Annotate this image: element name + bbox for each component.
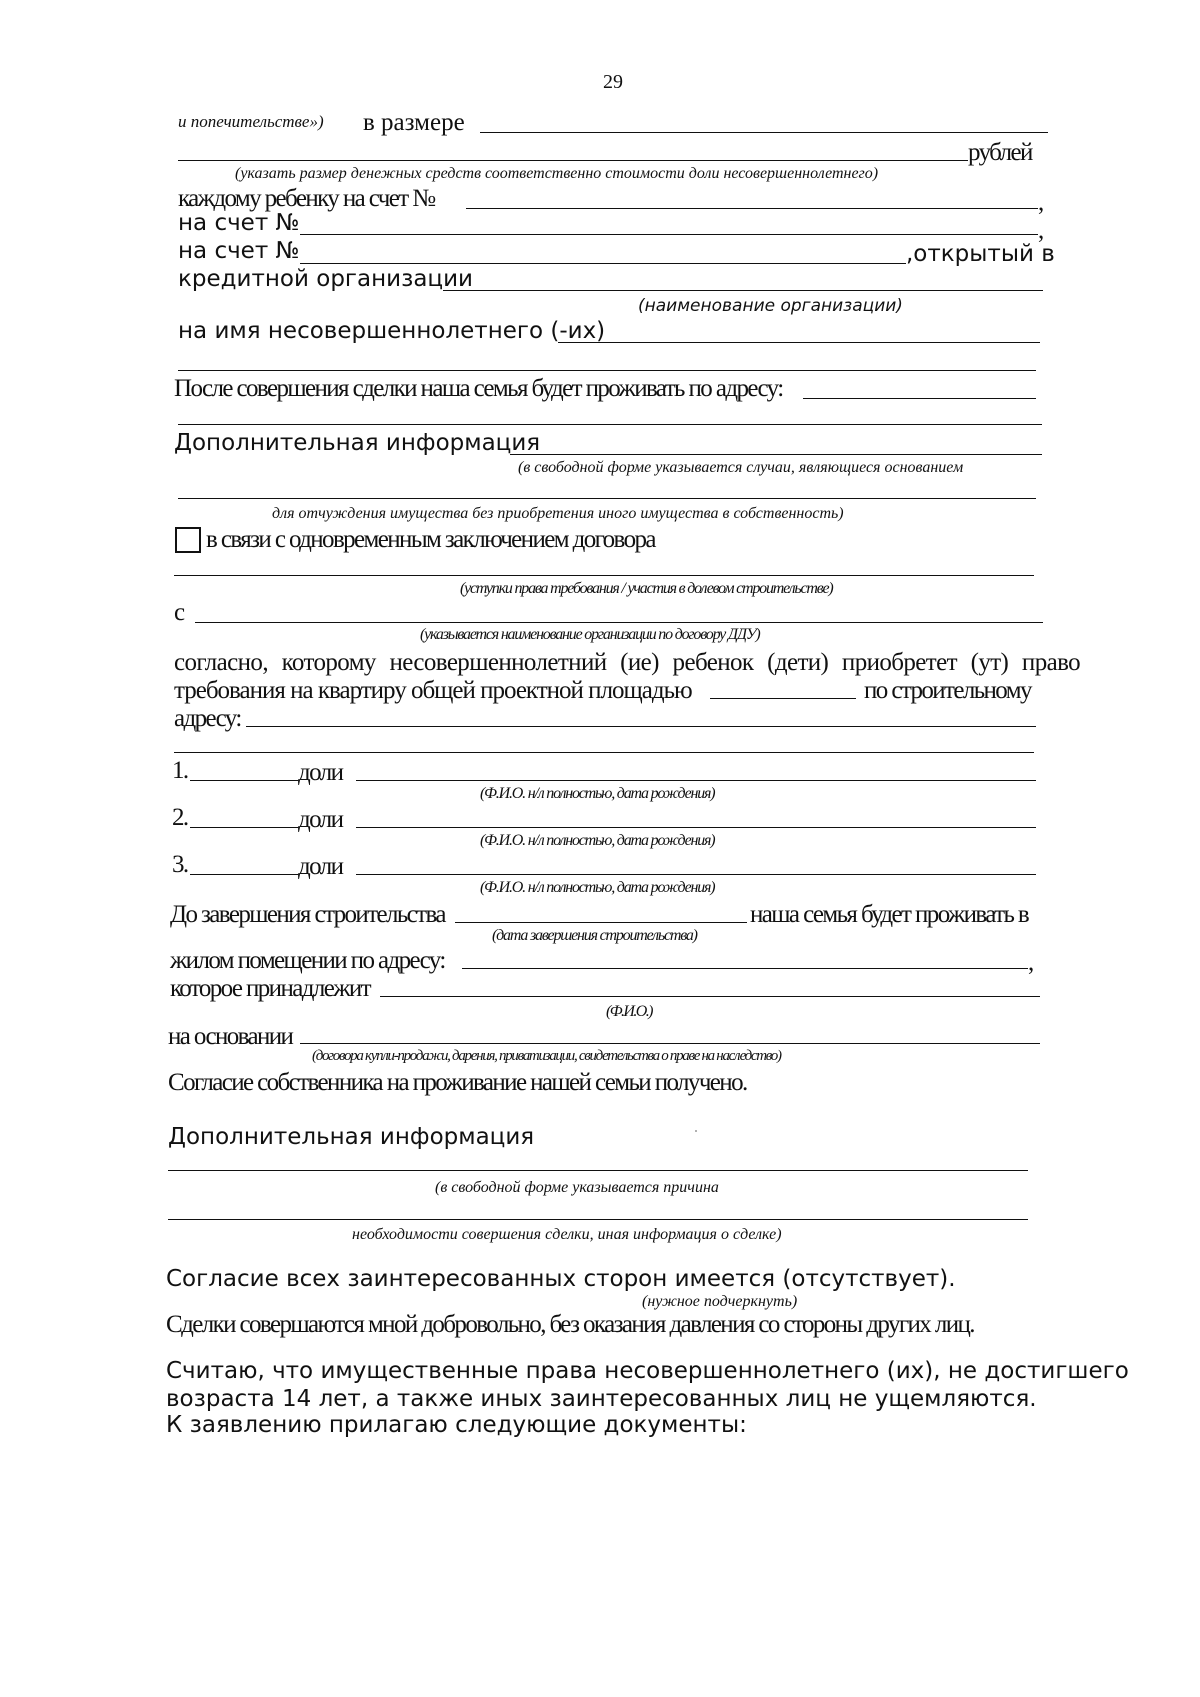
owner-field[interactable] <box>380 996 1040 997</box>
construction-address-field[interactable] <box>246 726 1036 727</box>
share-2-size-field[interactable] <box>190 827 298 828</box>
text-claim-apartment: требования на квартиру общей проектной площадью <box>174 677 692 704</box>
text-all-parties-consent: Согласие всех заинтересованных сторон имеется (отсутствует). <box>166 1266 956 1292</box>
text-family-will-live: наша семья будет проживать в <box>750 901 1029 928</box>
text-simultaneous-contract: в связи с одновременным заключением договора <box>206 526 655 553</box>
hint-additional-1: (в свободной форме указывается случаи, являющиеся основанием <box>518 459 964 476</box>
amount-field-line-2[interactable] <box>178 160 968 161</box>
comma-2: , <box>1038 217 1045 244</box>
text-rights-not-infringed-1: Считаю, что имущественные права несовершеннолетнего (их), не достигшего <box>166 1358 1129 1384</box>
simultaneous-contract-checkbox[interactable] <box>175 527 201 553</box>
text-on-basis: на основании <box>168 1023 293 1050</box>
share-3-hint: (Ф.И.О. н/л полностью, дата рождения) <box>480 879 715 896</box>
additional-info-field-3[interactable] <box>168 1170 1028 1171</box>
text-in-name-of-minor: на имя несовершеннолетнего (-их) <box>178 318 606 344</box>
share-3-name-field[interactable] <box>356 874 1036 875</box>
text-account-2: на счет № <box>178 210 300 236</box>
additional-info-field-2[interactable] <box>178 498 1036 499</box>
hint-organization: (указывается наименование организации по договору ДДУ) <box>420 626 760 643</box>
completion-date-field[interactable] <box>455 922 747 923</box>
address-field-2[interactable] <box>178 424 1042 425</box>
organization-field[interactable] <box>195 622 1043 623</box>
scan-speck <box>695 1130 697 1132</box>
text-additional-info-1: Дополнительная информация <box>174 430 541 456</box>
text-rights-not-infringed-2: возраста 14 лет, а также иных заинтересованных лиц не ущемляются. <box>166 1386 1037 1412</box>
share-2-name-field[interactable] <box>356 827 1036 828</box>
additional-info-field-4[interactable] <box>168 1219 1028 1220</box>
share-2-hint: (Ф.И.О. н/л полностью, дата рождения) <box>480 832 715 849</box>
construction-address-field-2[interactable] <box>174 752 1034 753</box>
text-account-3: на счет № <box>178 238 300 264</box>
contract-field[interactable] <box>174 575 1034 576</box>
share-1-word: доли <box>298 759 343 786</box>
text-according: согласно, которому несовершеннолетний (ие) ребенок (дети) приобретет (ут) право <box>174 649 1081 676</box>
account-field-3[interactable] <box>300 263 906 264</box>
share-1-size-field[interactable] <box>190 780 298 781</box>
page-number: 29 <box>603 71 623 93</box>
hint-basis: (договора купли-продажи, дарения, приватизации, свидетельства о праве на наследство) <box>312 1048 781 1064</box>
text-residence-address: жилом помещении по адресу: <box>170 947 445 974</box>
hint-additional-3: (в свободной форме указывается причина <box>435 1179 719 1196</box>
share-3-size-field[interactable] <box>190 874 298 875</box>
text-account-each-child: каждому ребенку на счет № <box>178 185 435 212</box>
credit-org-field[interactable] <box>443 290 1043 291</box>
text-before-completion: До завершения строительства <box>170 901 445 928</box>
text-with: с <box>174 599 186 626</box>
text-address: адресу: <box>174 705 241 732</box>
hint-owner: (Ф.И.О.) <box>606 1003 652 1020</box>
text-owner-consent: Согласие собственника на проживание нашей семьи получено. <box>168 1069 747 1096</box>
share-1-name-field[interactable] <box>356 780 1036 781</box>
hint-contract-type: (уступки права требования / участия в долевом строительстве) <box>460 580 833 597</box>
address-field[interactable] <box>803 398 1036 399</box>
comma-3: , <box>1028 949 1035 976</box>
area-field[interactable] <box>710 698 856 699</box>
minor-name-field-2[interactable] <box>178 370 1036 371</box>
text-by-construction: по строительному <box>864 677 1031 704</box>
text-guardianship: и попечительстве») <box>178 112 324 131</box>
basis-field[interactable] <box>300 1043 1040 1044</box>
additional-info-field-1[interactable] <box>510 454 1042 455</box>
hint-org-name: (наименование организации) <box>638 296 903 316</box>
amount-field-line[interactable] <box>480 132 1048 133</box>
share-1-hint: (Ф.И.О. н/л полностью, дата рождения) <box>480 785 715 802</box>
text-in-amount: в размере <box>363 109 465 136</box>
hint-amount: (указать размер денежных средств соответственно стоимости доли несовершеннолетнего) <box>235 165 879 182</box>
comma-1: , <box>1038 189 1045 216</box>
account-field-2[interactable] <box>300 234 1038 235</box>
text-owned-by: которое принадлежит <box>170 975 370 1002</box>
text-additional-info-2: Дополнительная информация <box>168 1124 535 1150</box>
hint-completion-date: (дата завершения строительства) <box>492 927 697 944</box>
share-1-number: 1. <box>172 757 188 784</box>
text-after-deal: После совершения сделки наша семья будет проживать по адресу: <box>174 375 783 402</box>
text-attached-documents: К заявлению прилагаю следующие документы: <box>166 1412 747 1438</box>
residence-address-field[interactable] <box>462 968 1028 969</box>
text-rubles: рублей <box>968 139 1032 166</box>
share-3-word: доли <box>298 853 343 880</box>
minor-name-field[interactable] <box>558 342 1040 343</box>
text-opened-in: ,открытый в <box>906 241 1055 267</box>
text-voluntary: Сделки совершаются мной добровольно, без оказания давления со стороны других лиц. <box>166 1311 974 1338</box>
share-3-number: 3. <box>172 851 188 878</box>
share-2-number: 2. <box>172 804 188 831</box>
share-2-word: доли <box>298 806 343 833</box>
account-field-1[interactable] <box>466 208 1038 209</box>
hint-underline-needed: (нужное подчеркнуть) <box>642 1293 798 1310</box>
text-credit-org: кредитной организации <box>178 266 473 292</box>
hint-additional-4: необходимости совершения сделки, иная информация о сделке) <box>352 1226 782 1243</box>
hint-additional-2: для отчуждения имущества без приобретения иного имущества в собственность) <box>272 505 844 522</box>
